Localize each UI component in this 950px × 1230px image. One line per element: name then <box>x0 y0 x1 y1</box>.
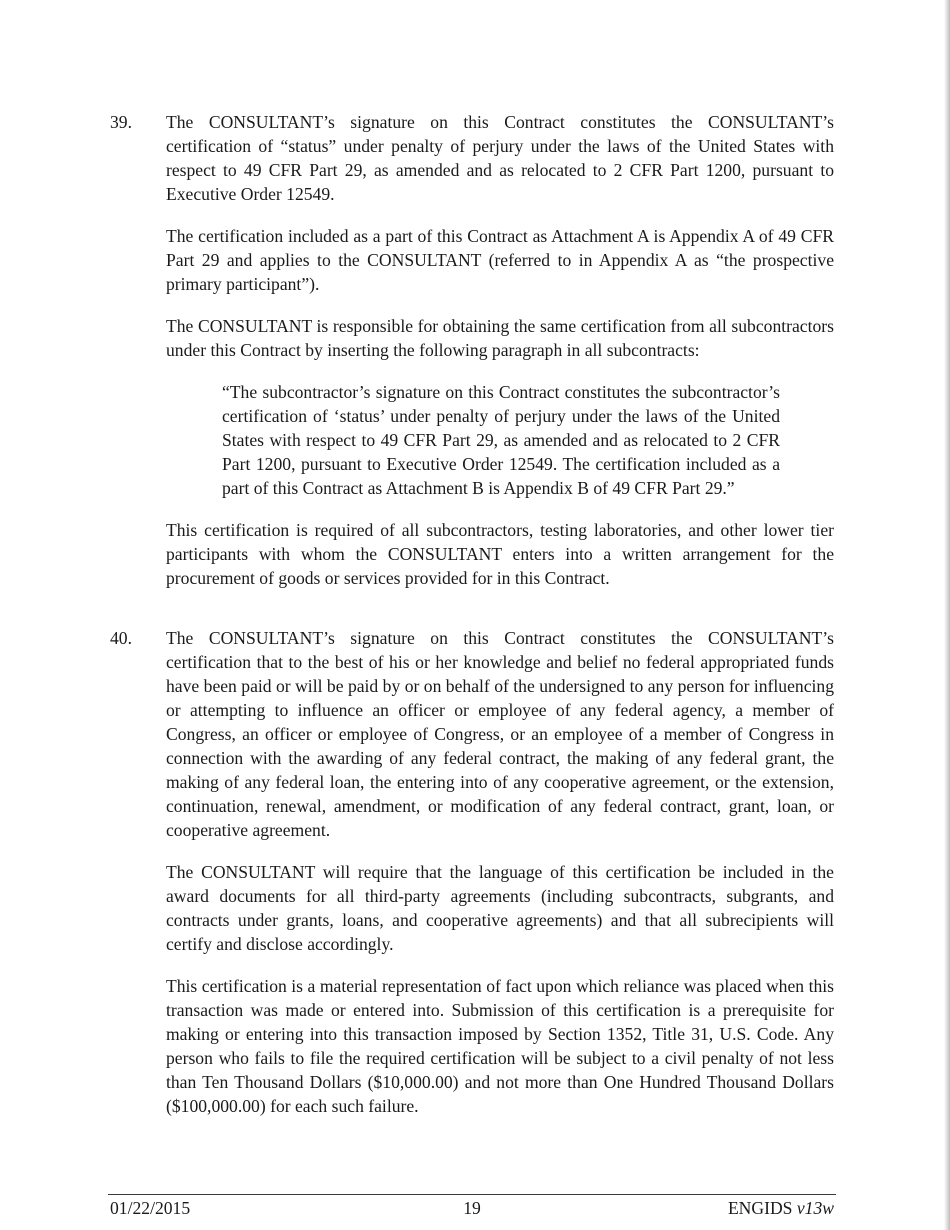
section-paragraph: The CONSULTANT’s signature on this Contract constitutes the CONSULTANT’s certification of “status” under penalty of perjury under the laws of the United States with respect to 49 CFR Part 29, as amended and as relocated to 2 CFR Part 1200, pursuant to Executive Order 12549. <box>166 112 834 204</box>
section-40 <box>110 626 834 1136</box>
footer-doc-version: v13w <box>796 1198 834 1218</box>
section-paragraph: This certification is required of all subcontractors, testing laboratories, and other lower tier participants with whom the CONSULTANT enters into a written arrangement for the procurement of goods or services provided for in this Contract. <box>166 520 834 588</box>
footer-doc-name: ENGIDS <box>727 1198 793 1218</box>
section-paragraph: The certification included as a part of this Contract as Attachment A is Appendix A of 49 CFR Part 29 and applies to the CONSULTANT (referred to in Appendix A as “the prospective primary participant”). <box>166 226 834 294</box>
section-number: 40. <box>110 628 132 648</box>
page-number: 19 <box>463 1198 481 1218</box>
footer-rule <box>108 1194 836 1195</box>
section-paragraph: This certification is a material representation of fact upon which reliance was placed when this transaction was made or entered into. Submission of this certification is a prerequisite for making or entering into this transaction imposed by Section 1352, Title 31, U.S. Code. Any person who fails to file the required certification will be subject to a civil penalty of not less than Ten Thousand Dollars ($10,000.00) and not more than One Hundred Thousand Dollars ($100,000.00) for each such failure. <box>166 976 834 1116</box>
footer-date: 01/22/2015 <box>110 1198 191 1218</box>
footer-doc-id <box>728 1196 834 1220</box>
section-paragraph: The CONSULTANT will require that the language of this certification be included in the award documents for all third-party agreements (including subcontracts, subgrants, and contracts under grants, loans, and cooperative agreements) and that all subrecipients will certify and disclose accordingly. <box>166 862 834 954</box>
subcontract-clause-quote: “The subcontractor’s signature on this Contract constitutes the subcontractor’s certification of ‘status’ under penalty of perjury under the laws of the United States with respect to 49 CFR Part 29, as amended and as relocated to 2 CFR Part 1200, pursuant to Executive Order 12549. The certification included as a part of this Contract as Attachment B is Appendix B of 49 CFR Part 29.” <box>222 382 780 498</box>
section-39 <box>110 110 834 608</box>
scan-edge-shadow <box>944 0 950 1230</box>
page-footer <box>110 1196 834 1220</box>
section-paragraph: The CONSULTANT is responsible for obtaining the same certification from all subcontractors under this Contract by inserting the following paragraph in all subcontracts: <box>166 316 834 360</box>
section-paragraph: The CONSULTANT’s signature on this Contract constitutes the CONSULTANT’s certification that to the best of his or her knowledge and belief no federal appropriated funds have been paid or will be paid by or on behalf of the undersigned to any person for influencing or attempting to influence an officer or employee of any federal agency, a member of Congress, an officer or employee of Congress, or an employee of a member of Congress in connection with the awarding of any federal contract, the making of any federal grant, the making of any federal loan, the entering into of any cooperative agreement, or the extension, continuation, renewal, amendment, or modification of any federal contract, grant, loan, or cooperative agreement. <box>166 628 834 840</box>
section-number: 39. <box>110 112 132 132</box>
